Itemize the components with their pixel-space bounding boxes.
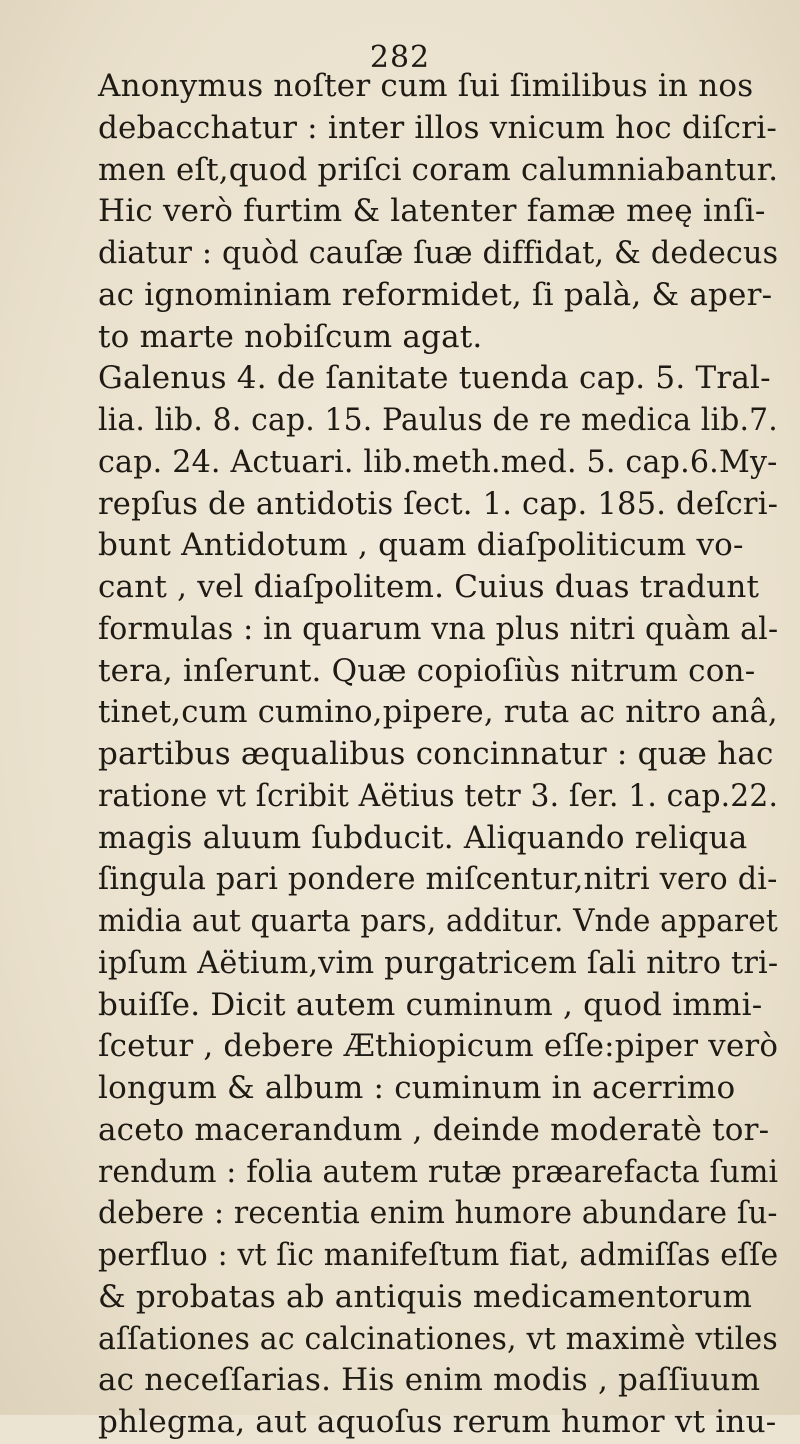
text-line: magis aluum ſubducit. Aliquando reliqua (98, 819, 748, 856)
text-line: ſcetur , debere Æthiopicum eſſe:piper verò (98, 1028, 779, 1065)
text-line: longum & album : cuminum in acerrimo (98, 1070, 736, 1106)
text-line: men eſt,quod priſci coram calumniabantur. (98, 151, 779, 188)
text-line: partibus æqualibus concinnatur : quæ hac (98, 736, 774, 772)
text-line: ſingula pari pondere miſcentur,nitri vero di- (98, 861, 778, 898)
text-line: perfluo : vt ſic manifeſtum fiat, admiſſas eſſe (98, 1237, 779, 1273)
text-line: ratione vt ſcribit Aëtius tetr 3. ſer. 1. cap.22. (98, 777, 779, 814)
text-line: rendum : folia autem rutæ præarefacta ſumi (98, 1153, 779, 1190)
body-text (98, 66, 778, 1444)
text-line: tinet,cum cumino,pipere, ruta ac nitro anâ, (98, 694, 778, 731)
text-line: aſſationes ac calcinationes, vt maximè vtiles (98, 1320, 778, 1357)
text-line: cant , vel diaſpolitem. Cuius duas tradunt (98, 569, 760, 605)
text-line: debacchatur : inter illos vnicum hoc diſcri- (98, 109, 778, 146)
text-line: Galenus 4. de ſanitate tuenda cap. 5. Tral- (98, 360, 771, 397)
text-line: phlegma, aut aquoſus rerum humor vt inu- (98, 1404, 777, 1440)
text-line: to marte nobiſcum agat. (98, 318, 483, 355)
text-line: formulas : in quarum vna plus nitri quàm al- (98, 610, 779, 647)
text-line: lia. lib. 8. cap. 15. Paulus de re medica lib.7. (98, 402, 778, 438)
text-line: ipſum Aëtium,vim purgatricem ſali nitro tri- (98, 944, 779, 981)
text-line: bunt Antidotum , quam diaſpoliticum vo- (98, 527, 744, 564)
text-line: diatur : quòd cauſæ ſuæ diffidat, & dedecus (98, 235, 779, 271)
text-line: tera, inſerunt. Quæ copioſiùs nitrum con- (98, 652, 756, 689)
page-number: 282 (369, 40, 431, 75)
text-line: buiſſe. Dicit autem cuminum , quod immi- (98, 986, 763, 1023)
text-line: midia aut quarta pars, additur. Vnde apparet (98, 903, 778, 939)
text-line: ac neceſſarias. His enim modis , paſſiuum (98, 1362, 761, 1399)
text-line: Anonymus noſter cum ſui ſimilibus in nos (98, 68, 754, 104)
text-line: repſus de antidotis ſect. 1. cap. 185. deſcri- (98, 485, 779, 522)
text-line: & probatas ab antiquis medicamentorum (98, 1278, 753, 1315)
text-line: aceto macerandum , deinde moderatè tor- (98, 1111, 770, 1148)
text-line: cap. 24. Actuari. lib.meth.med. 5. cap.6.My- (98, 443, 778, 480)
text-line: ac ignominiam reformidet, ſi palà, & aper- (98, 276, 773, 313)
text-line: Hic verò furtim & latenter famæ meę inſi- (98, 193, 766, 230)
text-line: debere : recentia enim humore abundare ſu- (98, 1195, 778, 1232)
